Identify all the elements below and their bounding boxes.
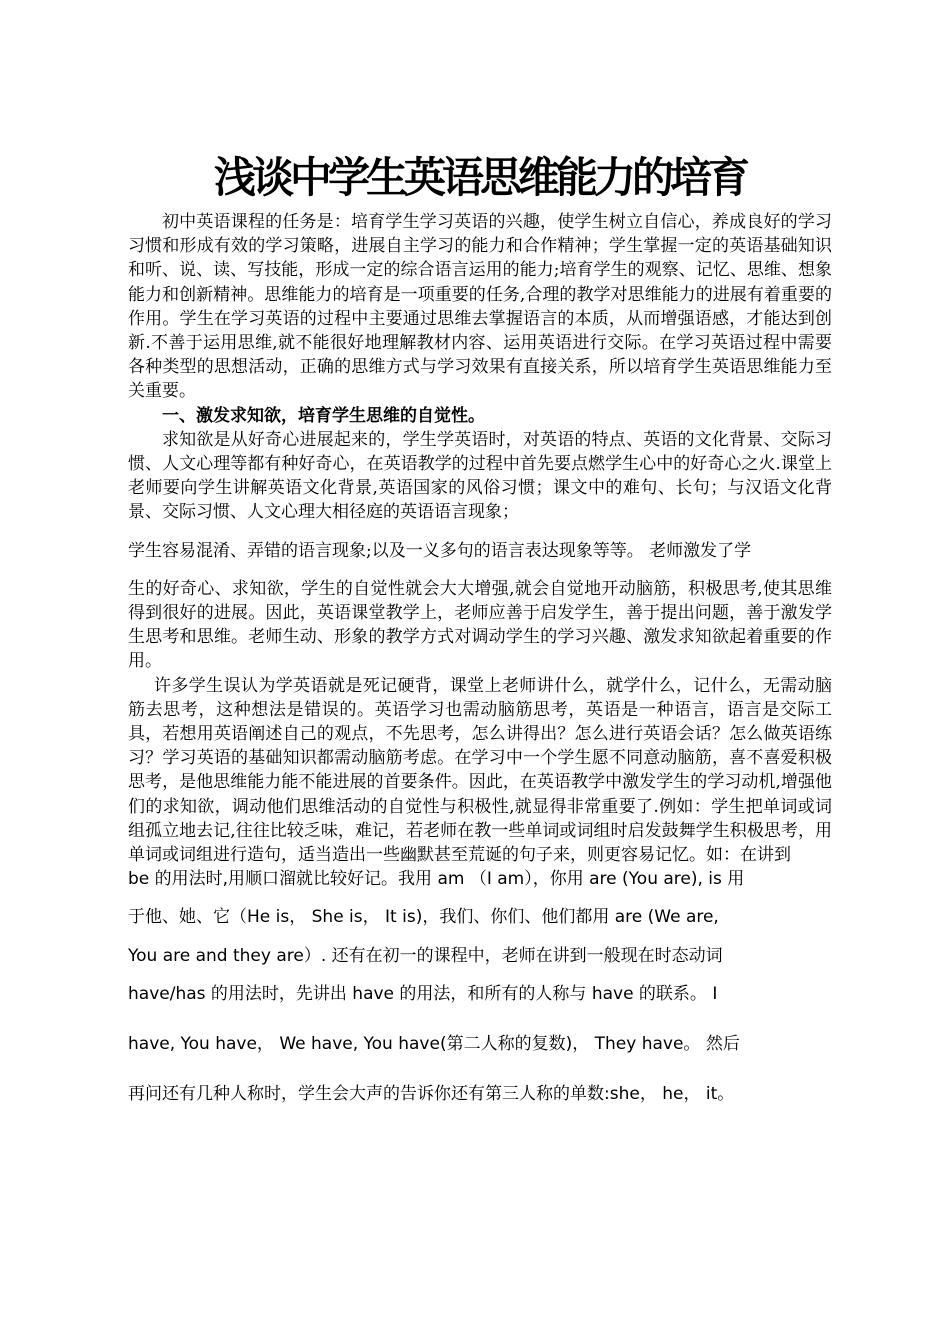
example-line-i-have: have, You have， We have, You have(第二人称的复数)， They have。 然后 <box>128 1034 740 1055</box>
example-line-have: have/has 的用法时，先讲出 have 的用法，和所有的人称与 have 的联系。 I <box>128 983 718 1004</box>
section-1-paragraph-2: 许多学生误认为学英语就是死记硬背，课堂上老师讲什么，就学什么，记什么，无需动脑筋去思考，这种想法是错误的。英语学习也需动脑筋思考，英语是一种语言，语言是交际工具，若想用英语阐述自己的观点，不先思考，怎么讲得出？怎么进行英语会话？怎么做英语练习？学习英语的基础知识都需动脑筋考虑。在学习中一个学生愿不同意动脑筋，喜不喜爱积极思考，是他思维能力能不能进展的首要条件。因此，在英语教学中激发学生的学习动机,增强他们的求知欲，调动他们思维活动的自觉性与积极性,就显得非常重要了.例如：学生把单词或词组孤立地去记,往往比较乏味，难记，若老师在教一些单词或词组时启发鼓舞学生积极思考，用单词或词组进行造句，适当造出一些幽默甚至荒诞的句子来，则更容易记忆。如：在讲到 <box>128 675 832 866</box>
example-line-ask: 再问还有几种人称时，学生会大声的告诉你还有第三人称的单数:she， he， it。 <box>128 1084 735 1105</box>
section-1-paragraph-b: 学生容易混淆、弄错的语言现象;以及一义多句的语言表达现象等等。 老师激发了学 <box>128 540 752 561</box>
example-line-you: You are and they are）. 还有在初一的课程中，老师在讲到一般现在时态动词 <box>128 945 723 966</box>
intro-paragraph: 初中英语课程的任务是：培育学生学习英语的兴趣，使学生树立自信心，养成良好的学习习惯和形成有效的学习策略，进展自主学习的能力和合作精神；学生掌握一定的英语基础知识和听、说、读、写技能，形成一定的综合语言运用的能力;培育学生的观察、记忆、思维、想象能力和创新精神。思维能力的培育是一项重要的任务,合理的教学对思维能力的进展有着重要的作用。学生在学习英语的过程中主要通过思维去掌握语言的本质，从而增强语感，才能达到创新.不善于运用思维,就不能很好地理解教材内容、运用英语进行交际。在学习英语过程中需要各种类型的思想活动，正确的思维方式与学习效果有直接关系，所以培育学生英语思维能力至关重要。 <box>128 212 832 402</box>
example-line-be: be 的用法时,用顺口溜就比较好记。我用 am （I am），你用 are (You are), is 用 <box>128 869 745 890</box>
section-heading-1: 一、激发求知欲，培育学生思维的自觉性。 <box>162 405 485 426</box>
example-line-he: 于他、她、它（He is， She is， It is)，我们、你们、他们都用 are (We are, <box>128 907 719 928</box>
document-page <box>128 0 832 1344</box>
document-title: 浅谈中学生英语思维能力的培育 <box>213 153 746 202</box>
document-body <box>128 210 832 1107</box>
section-1-paragraph-a: 求知欲是从好奇心进展起来的，学生学英语时，对英语的特点、英语的文化背景、交际习惯、人文心理等都有种好奇心，在英语教学的过程中首先要点燃学生心中的好奇心之火.课堂上老师要向学生讲解英语文化背景,英语国家的风俗习惯；课文中的难句、长句；与汉语文化背景、交际习惯、人文心理大相径庭的英语语言现象； <box>128 429 832 523</box>
section-1-paragraph-c: 生的好奇心、求知欲，学生的自觉性就会大大增强,就会自觉地开动脑筋，积极思考,使其思维得到很好的进展。因此，英语课堂教学上，老师应善于启发学生，善于提出问题，善于激发学生思考和思维。老师生动、形象的教学方式对调动学生的学习兴趣、激发求知欲起着重要的作用。 <box>128 578 832 672</box>
